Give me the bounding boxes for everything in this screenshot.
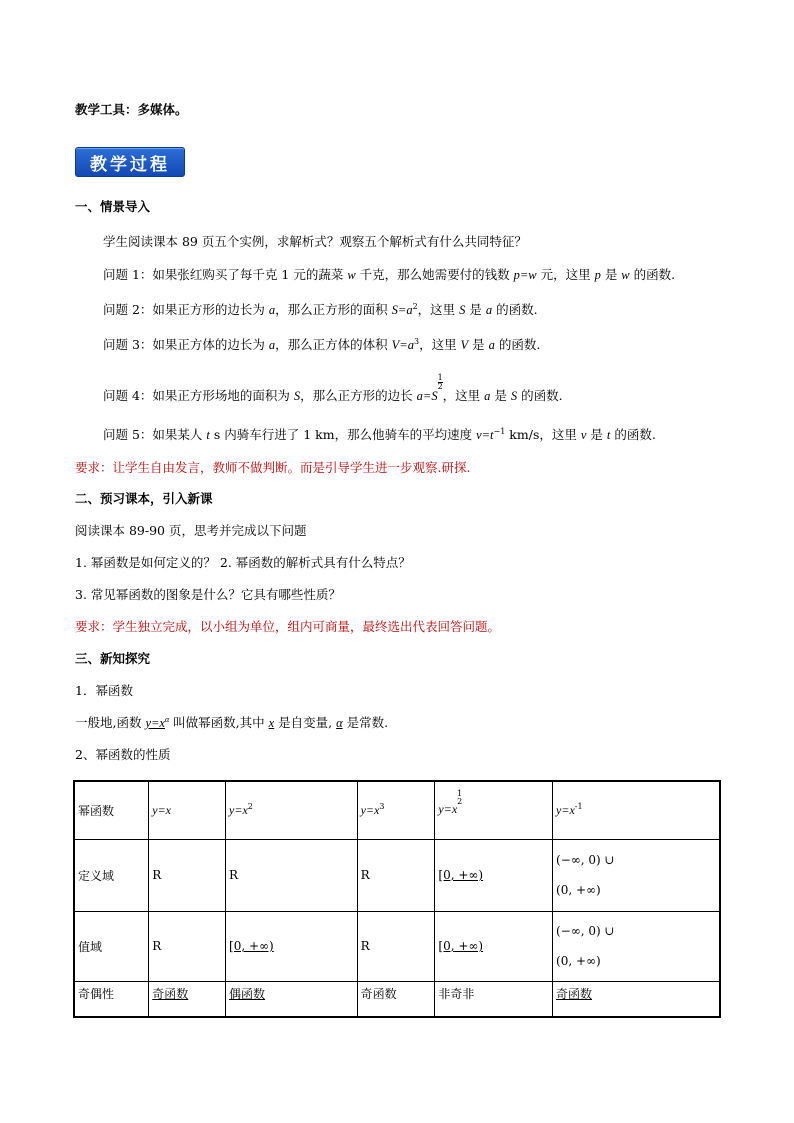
cell-header-c5: $y=x^{-1}$	[553, 781, 720, 839]
cell-domain-c4: [0, +∞)	[435, 839, 553, 911]
cell-range-label: 值域	[74, 911, 149, 981]
section1-intro: 学生阅读课本 89 页五个实例，求解析式？观察五个解析式有什么共同特征？	[103, 234, 527, 249]
question-1: 问题 1：如果张红购买了每千克 1 元的蔬菜 w 千克，那么她需要付的钱数 p=w 元，这里 p 是 w 的函数.	[103, 267, 676, 282]
section3-title: 三、新知探究	[75, 651, 151, 666]
cell-parity-c3: 奇函数	[357, 981, 435, 1017]
section2-read: 阅读课本 89-90 页，思考并完成以下问题	[75, 523, 307, 538]
question-3: 问题 3：如果正方体的边长为 a，那么正方体的体积 $V=a^3$，这里 V 是 a 的函数.	[103, 336, 541, 352]
tools-label: 教学工具：多媒体。	[75, 102, 188, 117]
section2-item2: 3. 常见幂函数的图象是什么？它具有哪些性质？	[75, 587, 341, 602]
cell-header-c4: y=x 1 2	[435, 781, 553, 839]
section3-sub2: 2、幂函数的性质	[75, 747, 171, 762]
cell-header-label: 幂函数	[74, 781, 149, 839]
cell-range-c5: (−∞, 0) ∪ (0, +∞)	[553, 911, 720, 981]
table-row-domain	[74, 839, 720, 911]
power-function-properties-table	[73, 780, 721, 1018]
cell-domain-c3: R	[357, 839, 435, 911]
cell-range-c1: R	[149, 911, 226, 981]
cell-domain-c2: R	[226, 839, 358, 911]
cell-parity-c2: 偶函数	[226, 981, 358, 1017]
cell-parity-c5: 奇函数	[553, 981, 720, 1017]
cell-header-c2: $y=x^2$	[226, 781, 358, 839]
question-5: 问题 5：如果某人 t s 内骑车行进了 1 km，那么他骑车的平均速度 $v=t^{-1}$ km/s，这里 v 是 t 的函数.	[103, 426, 656, 442]
cell-header-c3: $y=x^3$	[357, 781, 435, 839]
table-row-header	[74, 781, 720, 839]
section3-sub1: 1．幂函数	[75, 683, 133, 698]
table-row-range	[74, 911, 720, 981]
section2-requirement: 要求：学生独立完成，以小组为单位，组内可商量，最终选出代表回答问题。	[75, 619, 501, 634]
cell-header-c1: y=x	[149, 781, 226, 839]
cell-range-c3: R	[357, 911, 435, 981]
table-row-parity	[74, 981, 720, 1017]
power-function-definition: 一般地,函数 $y=x^\alpha$ 叫做幂函数,其中 x 是自变量, α 是常数.	[75, 714, 389, 730]
cell-parity-label: 奇偶性	[74, 981, 149, 1017]
cell-domain-c1: R	[149, 839, 226, 911]
cell-range-c2: [0, +∞)	[226, 911, 358, 981]
question-4: 问题 4：如果正方形场地的面积为 S，那么正方形的边长 a=S $\frac{1}{2}$ ，这里 a 是 S 的函数.	[103, 373, 563, 403]
section2-item1: 1. 幂函数是如何定义的？ 2. 幂函数的解析式具有什么特点？	[75, 555, 411, 570]
section1-requirement: 要求：让学生自由发言，教师不做判断。而是引导学生进一步观察.研探.	[75, 460, 471, 475]
section-banner: 教学过程	[75, 147, 185, 177]
section2-title: 二、预习课本，引入新课	[75, 491, 213, 506]
cell-parity-c4: 非奇非	[435, 981, 553, 1017]
section1-title: 一、情景导入	[75, 199, 151, 214]
question-2: 问题 2：如果正方形的边长为 a，那么正方形的面积 $S=a^2$，这里 S 是 a 的函数.	[103, 301, 538, 317]
cell-domain-label: 定义域	[74, 839, 149, 911]
cell-range-c4: [0, +∞)	[435, 911, 553, 981]
cell-parity-c1: 奇函数	[149, 981, 226, 1017]
cell-domain-c5: (−∞, 0) ∪ (0, +∞)	[553, 839, 720, 911]
